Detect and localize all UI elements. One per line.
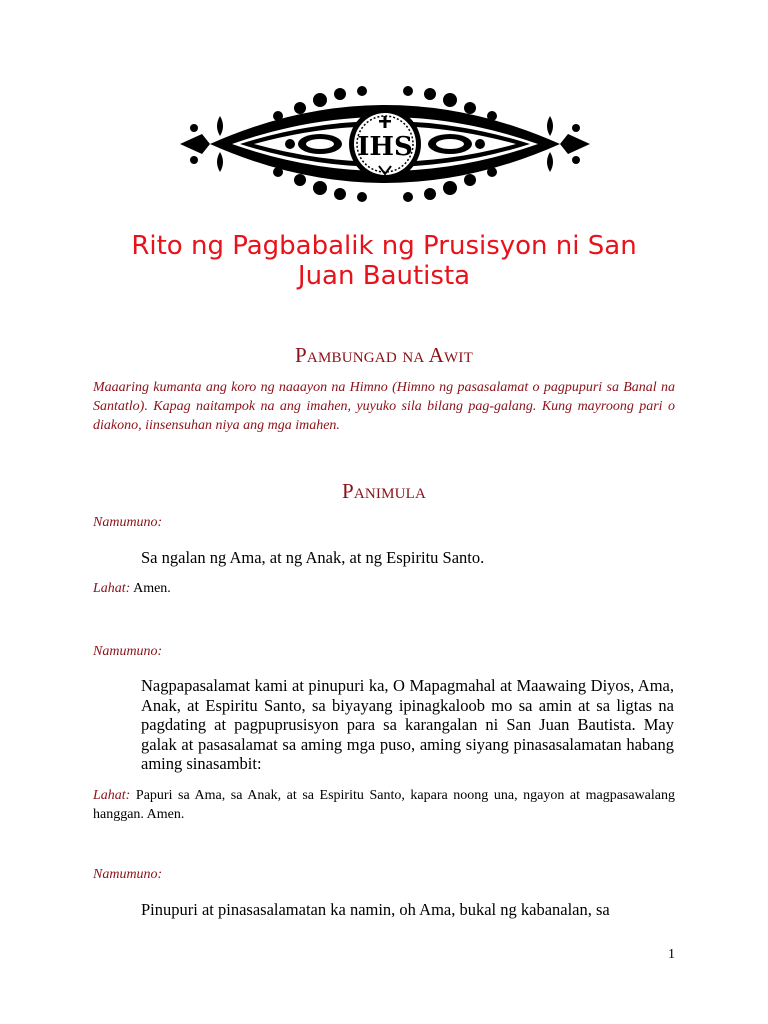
ihs-ornament-icon <box>180 86 590 202</box>
response-paragraph <box>93 787 675 824</box>
document-title <box>84 231 684 291</box>
ihs-monogram: IHS <box>357 132 413 162</box>
title-line-2: Juan Bautista <box>297 261 471 291</box>
speaker-label: Namumuno: <box>93 515 163 530</box>
response-paragraph <box>93 580 675 599</box>
prayer-text: Sa ngalan ng Ama, at ng Anak, at ng Espiritu Santo. <box>141 548 485 567</box>
prayer-text: Pinupuri at pinasasalamatan ka namin, oh Ama, bukal ng kabanalan, sa <box>141 900 610 919</box>
response-text: Amen. <box>133 581 171 596</box>
speaker-label: Namumuno: <box>93 644 163 659</box>
prayer-text: Nagpapasalamat kami at pinupuri ka, O Mapagmahal at Maawaing Diyos, Ama, Anak, at Espiritu Santo, sa biyayang ipinagkaloob mo sa amin at sa ligtas na pagdating at pagpuprusisyon para sa karangalan ni San Juan Bautista. May galak at pasasalamat sa aming mga puso, aming siyang pinasasalamatan habang aming sinasambit: <box>141 676 674 773</box>
section-heading-pambungad: Pambungad na Awit <box>295 343 473 367</box>
response-speaker-label: Lahat: <box>93 581 131 596</box>
section-heading-panimula: Panimula <box>341 479 427 503</box>
speaker-label: Namumuno: <box>93 867 163 882</box>
response-speaker-label: Lahat: <box>93 788 131 803</box>
title-line-1: Rito ng Pagbabalik ng Prusisyon ni San <box>131 231 637 261</box>
response-text: Papuri sa Ama, sa Anak, at sa Espiritu Santo, kapara noong una, ngayon at magpasawalang hanggan. Amen. <box>93 788 675 822</box>
rubric-pambungad: Maaaring kumanta ang koro ng naaayon na Himno (Himno ng pasasalamat o pagpupuri sa Banal na Santatlo). Kapag naitampok na ang imahen, yuyuko sila bilang pag-galang. Kung mayroong pari o diakono, iinsensuhan niya ang mga imahen. <box>93 380 675 433</box>
page-number: 1 <box>668 947 675 962</box>
